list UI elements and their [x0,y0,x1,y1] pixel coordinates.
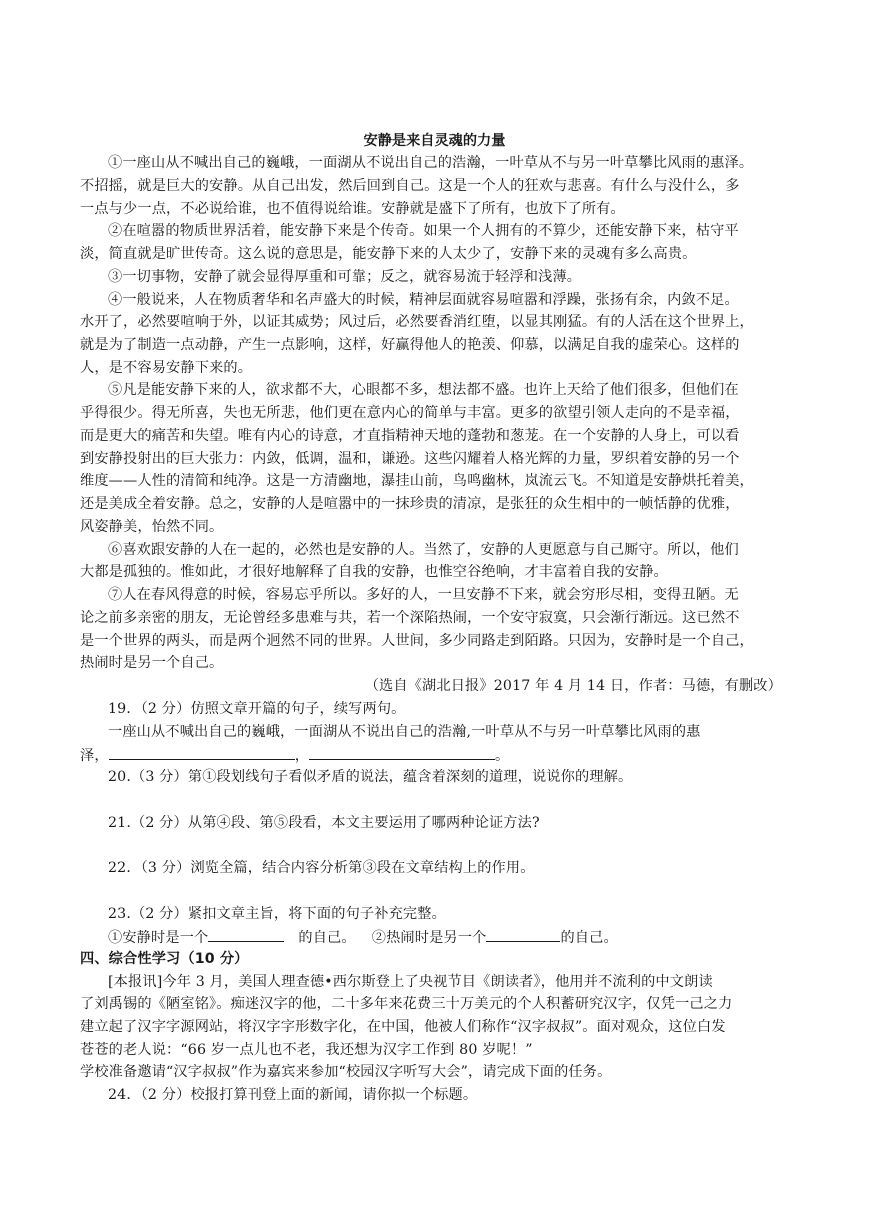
question-22: 22．（3 分）浏览全篇，结合内容分析第③段在文章结构上的作用。 [108,860,535,876]
paragraph-line: 而是更大的痛苦和失望。唯有内心的诗意，才直指精神天地的蓬勃和葱茏。在一个安静的人身上，可以看 [80,428,740,444]
answer-blank-2[interactable] [309,745,495,760]
news-line: [本报讯]今年 3 月，美国人理查德•西尔斯登上了央视节目《朗读者》，他用并不流利的中文朗读 [108,974,713,990]
question-20: 20.（3 分）第①段划线句子看似矛盾的说法，蕴含着深刻的道理，说说你的理解。 [108,769,633,785]
question-23-sentences [108,927,792,947]
paragraph-line: ⑥喜欢跟安静的人在一起的，必然也是安静的人。当然了，安静的人更愿意与自己厮守。所以，他们 [108,542,739,558]
question-19-end: 。 [495,748,510,764]
news-line: 建立起了汉字字源网站，将汉字字形数字化，在中国，他被人们称作“汉字叔叔”。面对观众，这位白发 [80,1019,726,1035]
question-19: 19．（2 分）仿照文章开篇的句子，续写两句。 [108,701,406,717]
question-23-part1-start: ①安静时是一个 [108,930,209,946]
question-23-part2-start: ②热闹时是另一个 [371,930,487,946]
question-21: 21.（2 分）从第④段、第⑤段看，本文主要运用了哪两种论证方法? [108,815,540,831]
section-4-heading: 四、综合性学习（10 分） [80,951,249,967]
answer-blank-1[interactable] [109,745,295,760]
paragraph-line: ⑤凡是能安静下来的人，欲求都不大，心眼都不多，想法都不盛。也许上天给了他们很多，但他们在 [108,382,739,398]
paragraph-line: ②在喧嚣的物质世界活着，能安静下来是个传奇。如果一个人拥有的不算少，还能安静下来，枯守平 [108,223,739,239]
paragraph-line: ④一般说来，人在物质奢华和名声盛大的时候，精神层面就容易喧嚣和浮躁，张扬有余，内敛不足。 [108,292,739,308]
paragraph-line: ①一座山从不喊出自己的巍峨，一面湖从不说出自己的浩瀚，一叶草从不与另一叶草攀比风雨的惠泽。 [108,155,754,171]
paragraph-line: 淡，简直就是旷世传奇。这么说的意思是，能安静下来的人太少了，安静下来的灵魂有多么高贵。 [80,246,697,262]
paragraph-line: 风姿静美，怡然不同。 [80,519,224,535]
paragraph-line: 还是美成全着安静。总之，安静的人是喧嚣中的一抹珍贵的清凉，是张狂的众生相中的一帧恬静的优雅， [80,496,740,512]
paragraph-line: 乎得很少。得无所喜，失也无所悲，他们更在意内心的简单与丰富。更多的欲望引领人走向的不是幸福， [80,405,740,421]
paragraph-line: 论之前多亲密的朋友，无论曾经多患难与共，若一个深陷热闹，一个安守寂寞，只会渐行渐远。这已然不 [80,610,740,626]
paragraph-line: ③一切事物，安静了就会显得厚重和可靠；反之，就容易流于轻浮和浅薄。 [108,269,582,285]
answer-blank-3[interactable] [208,927,284,942]
paragraph-line: 到安静投射出的巨大张力：内敛，低调，温和，谦逊。这些闪耀着人格光辉的力量，罗织着安静的另一个 [80,451,740,467]
article-source: （选自《湖北日报》2017 年 4 月 14 日，作者：马德，有删改） [364,678,782,694]
question-23-part1-end: 的自己。 [298,930,356,946]
article-title: 安静是来自灵魂的力量 [363,133,506,149]
question-23-part2-end: 的自己。 [560,930,618,946]
paragraph-line: 水开了，必然要喧响于外，以证其威势；风过后，必然要香消红堕，以显其刚猛。有的人活在这个世界上， [80,314,754,330]
question-23: 23.（2 分）紧扣文章主旨，将下面的句子补充完整。 [108,906,446,922]
paragraph-line: 一点与少一点，不必说给谁，也不值得说给谁。安静就是盛下了所有，也放下了所有。 [80,201,625,217]
question-19-prefix: 泽， [80,748,109,764]
question-24: 24．（2 分）校报打算刊登上面的新闻，请你拟一个标题。 [108,1087,478,1103]
question-19-comma: ， [294,748,310,764]
paragraph-line: ⑦人在春风得意的时候，容易忘乎所以。多好的人，一旦安静不下来，就会穷形尽相，变得丑陋。无 [108,587,739,603]
paragraph-line: 大都是孤独的。惟如此，才很好地解释了自我的安静，也惟空谷绝响，才丰富着自我的安静。 [80,564,668,580]
paragraph-line: 维度——人性的清简和纯净。这是一方清幽地，瀑挂山前，鸟鸣幽林，岚流云飞。不知道是安静烘托着美， [80,473,754,489]
question-19-answer-line [80,745,792,765]
paragraph-line: 热闹时是另一个自己。 [80,655,224,671]
answer-blank-4[interactable] [486,927,560,942]
task-instruction: 学校准备邀请“汉字叔叔”作为嘉宾来参加“校园汉字听写大会”，请完成下面的任务。 [80,1064,612,1080]
paragraph-line: 就是为了制造一点动静，产生一点影响，这样，好赢得他人的艳羡、仰慕，以满足自我的虚荣心。这样的 [80,337,740,353]
news-line: 苍苍的老人说：“66 岁一点儿也不老，我还想为汉字工作到 80 岁呢！” [80,1042,533,1058]
paragraph-line: 是一个世界的两头，而是两个迥然不同的世界。人世间，多少同路走到陌路。只因为，安静时是一个自己， [80,633,754,649]
question-19-example: 一座山从不喊出自己的巍峨，一面湖从不说出自己的浩瀚,一叶草从不与另一叶草攀比风雨的惠 [108,724,701,740]
news-line: 了刘禹锡的《陋室铭》。痴迷汉字的他，二十多年来花费三十万美元的个人积蓄研究汉字，仅凭一己之力 [80,996,733,1012]
paragraph-line: 人，是不容易安静下来的。 [80,360,253,376]
paragraph-line: 不招摇，就是巨大的安静。从自己出发，然后回到自己。这是一个人的狂欢与悲喜。有什么与没什么，多 [80,178,740,194]
